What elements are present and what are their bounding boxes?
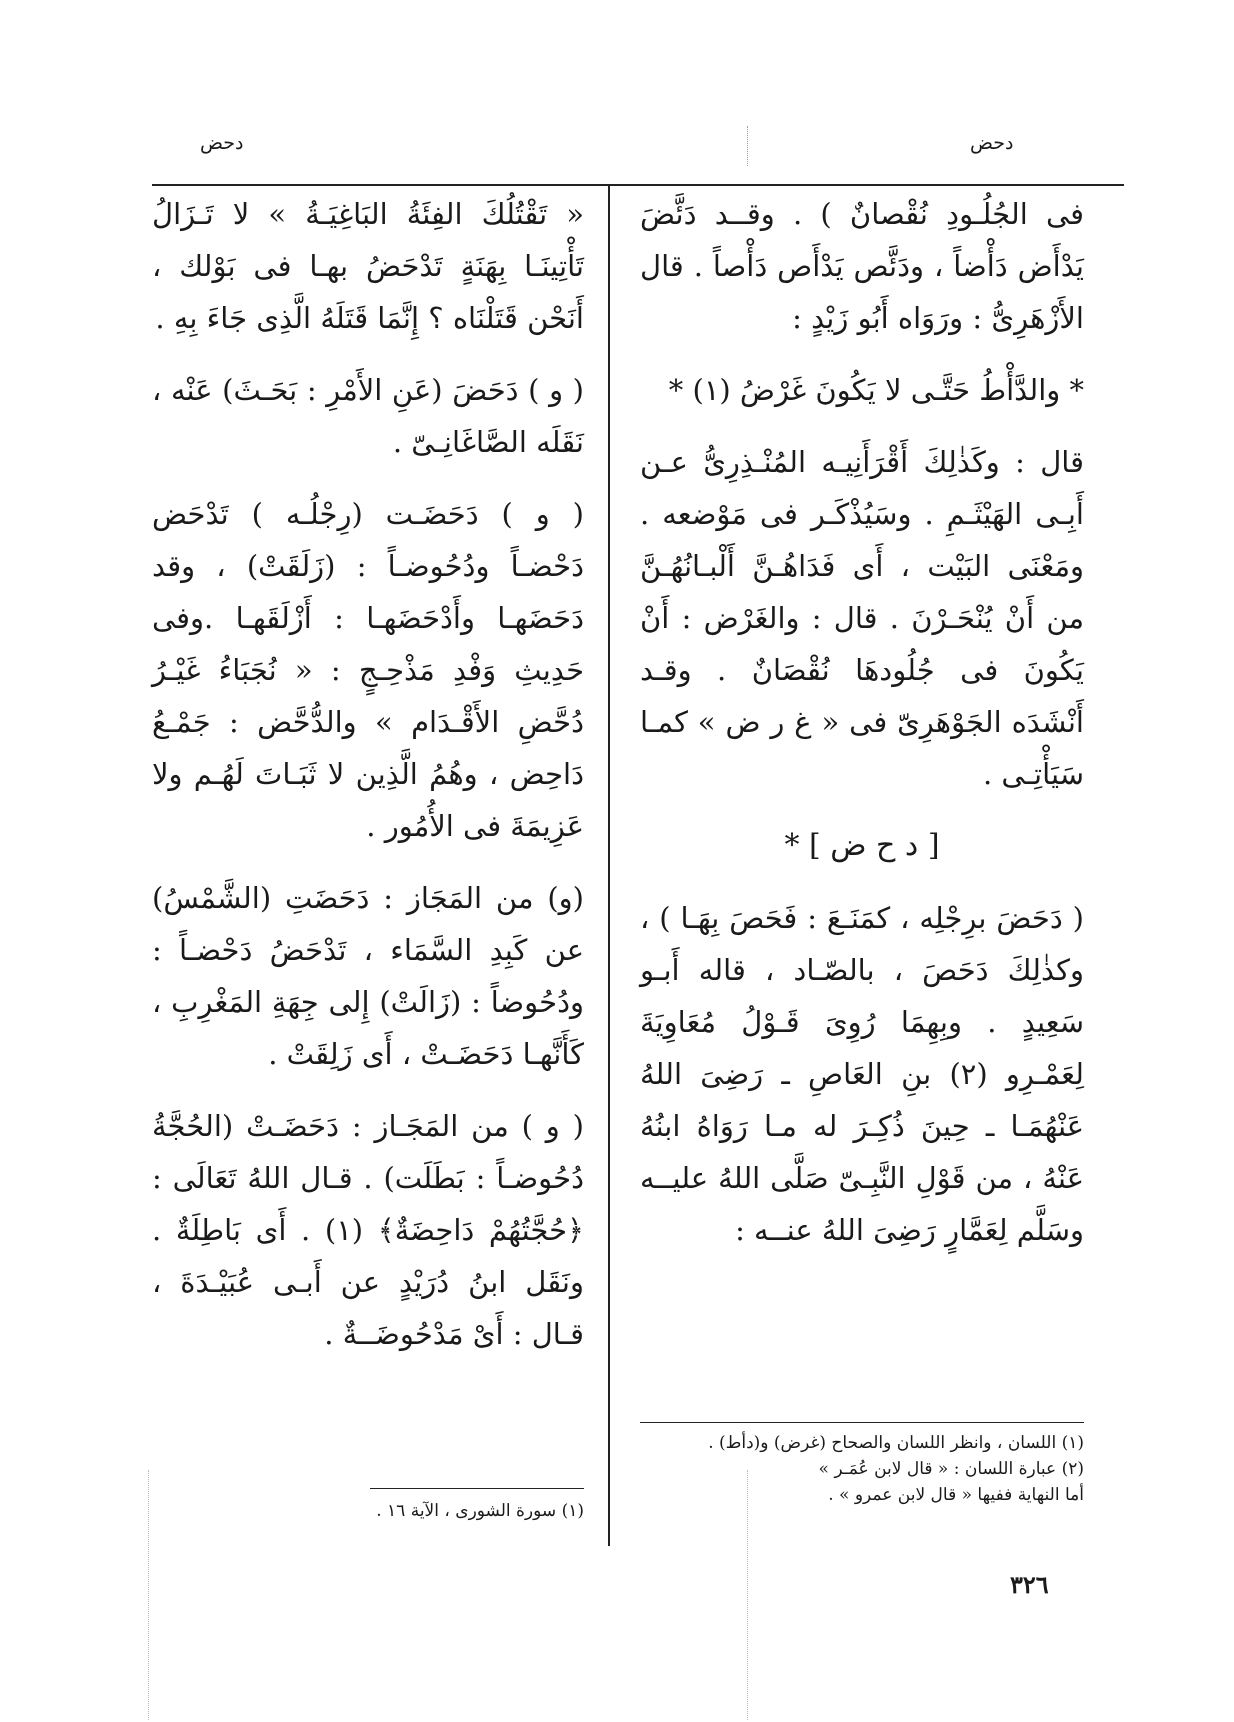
- left-paragraph-5: ( و ) من المَجَـاز : دَحَضَـتْ (الحُجَّةُ دُحُوضـاً : بَطَلَت) . قـال اللهُ تَعَالَى : ﴿حُجَّتُهُمْ دَاحِضَةٌ﴾ (١) . أَى بَاطِلَةٌ . ونَقَل ابنُ دُرَيْدٍ عن أَبـى عُبَيْـدَةَ ، قـال : أَىْ مَدْحُوضَــةٌ .: [152, 1109, 584, 1351]
- footnotes-right: [640, 1430, 1084, 1508]
- left-paragraph-3: ( و ) دَحَضَـت (رِجْلُـه ) تَدْحَض دَحْضـاً ودُحُوضـاً : (زَلَقَتْ) ، وقد دَحَضَهـا وأَدْحَضَهـا : أَزْلَقَهـا .وفى حَدِيثِ وَفْدِ مَذْحِـجٍ : « نُجَبَاءُ غَيْـرُ دُحَّضِ الأَقْـدَام » والدُّحَّض : جَمْـعُ دَاحِض ، وهُمُ الَّذِين لا ثَبَـاتَ لَهُـم ولا عَزِيمَةَ فى الأُمُور .: [152, 497, 584, 843]
- footnote-right-2: (٢) عبارة اللسان : « قال لابن عُمَـر »: [818, 1459, 1084, 1479]
- footnotes-left: [152, 1498, 584, 1524]
- footnote-right-1: (١) اللسان ، وانظر اللسان والصحاح (غرض) و(دأط) .: [708, 1433, 1084, 1453]
- fold-mark-left: [148, 1470, 150, 1720]
- left-paragraph-1: « تَقْتُلُكَ الفِئَةُ البَاغِيَـةُ » لا تَـزَالُ تَأْتِينَـا بِهَنَةٍ تَدْحَضُ بهـا فى بَوْلك ، أَنَحْن قَتَلْنَاه ؟ إِنَّمَا قَتَلَهُ الَّذِى جَاءَ بِهِ .: [152, 197, 584, 335]
- right-column: [640, 188, 1084, 1276]
- footnote-rule-right: [640, 1422, 1084, 1423]
- right-paragraph-verse: * والدَّأْطُ حَتَّـى لا يَكُونَ غَرْضُ (١) *: [668, 373, 1084, 407]
- left-column: [152, 188, 584, 1380]
- footnote-rule-left: [370, 1488, 584, 1489]
- column-divider: [608, 186, 610, 1546]
- running-head-left: دحض: [200, 132, 244, 154]
- right-paragraph-entry: ( دَحَضَ برِجْلِه ، كمَنَـعَ : فَحَصَ بِهَـا ) ، وكذٰلِكَ دَحَصَ ، بالصّـاد ، قاله أَبـو سَعِيدٍ . وبِهِمَا رُوِىَ قَـوْلُ مُعَاوِيَةَ لِعَمْـرِو (٢) بنِ العَاصِ ـ رَضِىَ اللهُ عَنْهُمَـا ـ حِينَ ذُكِـرَ له مـا رَوَاهُ ابنُهُ عَنْهُ ، من قَوْلِ النَّبِـىّ صَلَّى اللهُ عليــه وسَلَّم لِعَمَّارٍ رَضِىَ اللهُ عنــه :: [640, 901, 1084, 1247]
- footnote-left-1: (١) سورة الشورى ، الآية ١٦ .: [376, 1501, 584, 1521]
- right-paragraph-1: فى الجُلُـودِ نُقْصانٌ ) . وقــد دَئَّضَ يَدْأَض دَأْضاً ، ودَئَّص يَدْأَص دَأْصاً . قال الأَزْهَرِىُّ : ورَوَاه أَبُو زَيْدٍ :: [640, 197, 1084, 335]
- header-rule: [152, 184, 1124, 186]
- left-paragraph-2: ( و ) دَحَضَ (عَنِ الأَمْرِ : بَحَـثَ) عَنْه ، نَقَلَه الصَّاغَانِـىّ .: [152, 373, 584, 459]
- right-paragraph-2: قال : وكَذٰلِكَ أَقْرَأَنِيـه المُنْـذِرِىُّ عـن أَبِـى الهَيْثَـمِ . وسَيُذْكَـر فى مَوْضعه . ومَعْنَى البَيْت ، أَى فَدَاهُـنَّ أَلْبـانُهُـنَّ من أَنْ يُنْحَـرْنَ . قال : والغَرْض : أَنْ يَكُونَ فى جُلُودهَا نُقْصَانٌ . وقـد أَنْشَدَه الجَوْهَرِىّ فى « غ ر ض » كمـا سَيَأْتِـى .: [640, 445, 1084, 791]
- running-head-right: دحض: [970, 132, 1014, 154]
- left-paragraph-4: (و) من المَجَاز : دَحَضَتِ (الشَّمْسُ) عن كَبِدِ السَّمَاء ، تَدْحَضُ دَحْضـاً : ودُحُوضاً : (زَالَتْ) إِلى جِهَةِ المَغْرِبِ ، كَأَنَّهـا دَحَضَـتْ ، أَى زَلِقَتْ .: [152, 881, 584, 1071]
- entry-heading: [ د ح ض ] *: [784, 828, 940, 863]
- center-tick: [747, 126, 749, 166]
- page-number: ٣٢٦: [1010, 1570, 1049, 1599]
- footnote-right-3: أما النهاية ففيها « قال لابن عمرو » .: [828, 1485, 1084, 1505]
